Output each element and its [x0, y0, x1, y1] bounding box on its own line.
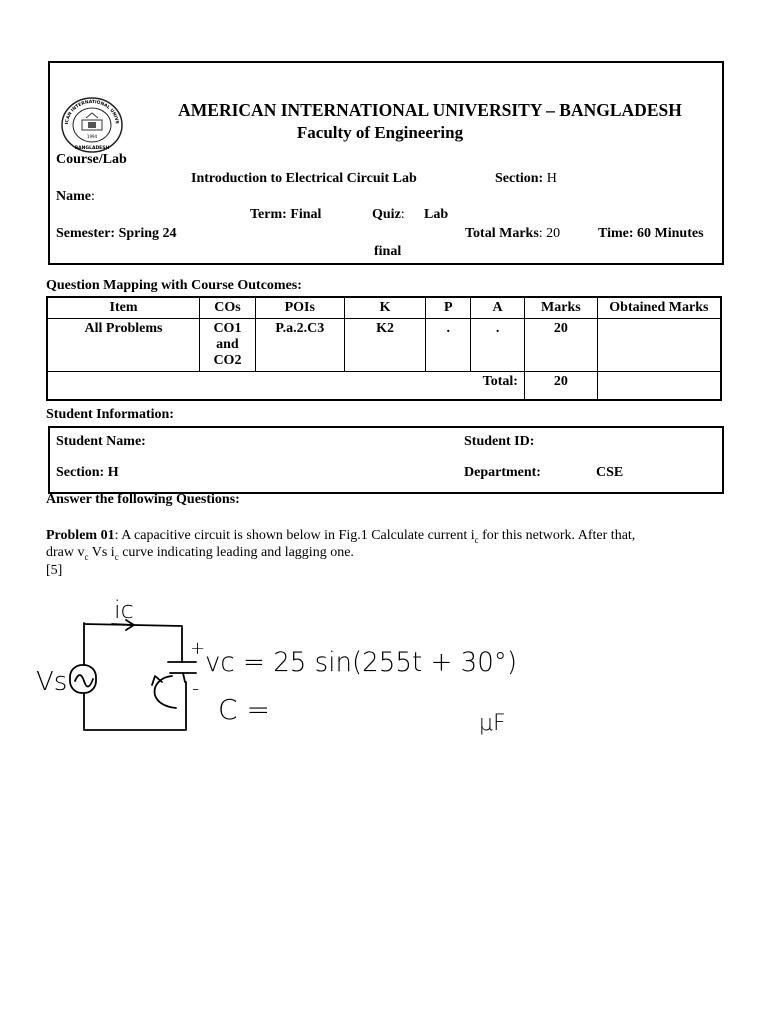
table-cell: P.a.2.C3: [255, 319, 344, 372]
problem-marks: [5]: [46, 563, 63, 578]
student-info-box: [48, 426, 724, 494]
problem-label: Problem 01: [46, 528, 115, 543]
obtained-marks-cell: [597, 319, 721, 372]
header-cell: P: [426, 297, 471, 319]
header-cell: Item: [47, 297, 200, 319]
term-value: : Final: [282, 207, 322, 222]
course-lab-label: Course/Lab: [56, 152, 127, 167]
department-label: Department:: [464, 465, 541, 480]
section-value: H: [546, 171, 557, 186]
quiz-text-continued: final: [374, 244, 402, 259]
quiz-text: Lab: [424, 207, 449, 222]
problem-line-1: [46, 528, 635, 545]
subscript: c: [474, 534, 479, 545]
subscript: c: [114, 551, 119, 562]
problem-line-2: [46, 545, 354, 562]
quiz-label: Quiz: [372, 207, 401, 222]
quiz-colon: :: [400, 207, 405, 222]
student-id-label: Student ID:: [464, 434, 535, 449]
course-title: Introduction to Electrical Circuit Lab: [191, 171, 417, 186]
table-header-row: [47, 297, 721, 319]
voltage-arrow: [152, 676, 176, 708]
table-cell: CO1 and CO2: [200, 319, 256, 372]
mapping-title: Question Mapping with Course Outcomes:: [46, 278, 302, 293]
table-cell: .: [426, 319, 471, 372]
header-cell: A: [471, 297, 525, 319]
total-value: 20: [524, 372, 597, 400]
time-value: : 60 Minutes: [628, 226, 704, 241]
svg-text:BANGLADESH: BANGLADESH: [74, 146, 110, 151]
name-field: [56, 189, 95, 205]
term-field: [250, 207, 321, 223]
header-cell: Obtained Marks: [597, 297, 721, 319]
problem-text-cont: for this network. After that,: [478, 528, 636, 543]
table-cell: .: [471, 319, 525, 372]
svg-text:1994: 1994: [86, 134, 98, 139]
subscript: c: [84, 551, 89, 562]
table-cell: 20: [524, 319, 597, 372]
wire-bottom: [84, 682, 186, 730]
time-field: [598, 226, 704, 242]
questions-title: Answer the following Questions:: [46, 492, 240, 507]
quiz-field: [372, 207, 405, 223]
table-row: [47, 319, 721, 372]
problem-text: curve indicating leading and lagging one.: [118, 545, 354, 560]
total-obtained-cell: [597, 372, 721, 400]
section-field: [495, 171, 557, 187]
unit-label: μF: [479, 711, 506, 736]
department-value: CSE: [596, 465, 624, 480]
source-label: Vs: [36, 667, 68, 697]
current-label: ic: [114, 596, 134, 624]
faculty-name: Faculty of Engineering: [296, 123, 464, 142]
problem-text: Vs i: [88, 545, 115, 560]
total-marks-field: [465, 226, 560, 242]
student-info-title: Student Information:: [46, 407, 174, 422]
svg-text:AMERICAN INTERNATIONAL UNIVERS: ICAN INTERNATIONAL UNIVE: [65, 99, 120, 125]
student-name-label: Student Name:: [56, 434, 146, 449]
capacitance-label: C =: [218, 693, 270, 726]
table-cell: All Problems: [47, 319, 200, 372]
minus-sign: -: [192, 676, 200, 700]
header-cell: COs: [200, 297, 256, 319]
semester: Semester: Spring 24: [56, 226, 177, 241]
header-cell: Marks: [524, 297, 597, 319]
wire-top: [84, 624, 182, 662]
problem-text: draw v: [46, 545, 85, 560]
header-cell: K: [344, 297, 426, 319]
circuit-figure: [0, 590, 768, 750]
ac-source-icon: [70, 665, 96, 693]
name-label: Name: [56, 189, 91, 204]
table-cell: K2: [344, 319, 426, 372]
name-colon: :: [91, 189, 95, 204]
total-marks-value: : 20: [538, 226, 561, 241]
header-cell: POIs: [255, 297, 344, 319]
total-marks-label: Total Marks: [465, 226, 539, 241]
student-section-label: Section: H: [56, 465, 119, 480]
time-label: Time: [598, 226, 629, 241]
total-row: [47, 372, 721, 400]
voltage-equation: vc = 25 sin(255t + 30°): [205, 647, 517, 678]
university-name: AMERICAN INTERNATIONAL UNIVERSITY – BANGLADESH: [178, 100, 682, 120]
term-label: Term: [250, 207, 283, 222]
plus-sign: +: [190, 638, 206, 659]
total-label: Total:: [47, 372, 524, 400]
mapping-table: [46, 296, 722, 401]
problem-text: : A capacitive circuit is shown below in Fig.1 Calculate current i: [114, 528, 475, 543]
section-label: Section:: [495, 171, 544, 186]
